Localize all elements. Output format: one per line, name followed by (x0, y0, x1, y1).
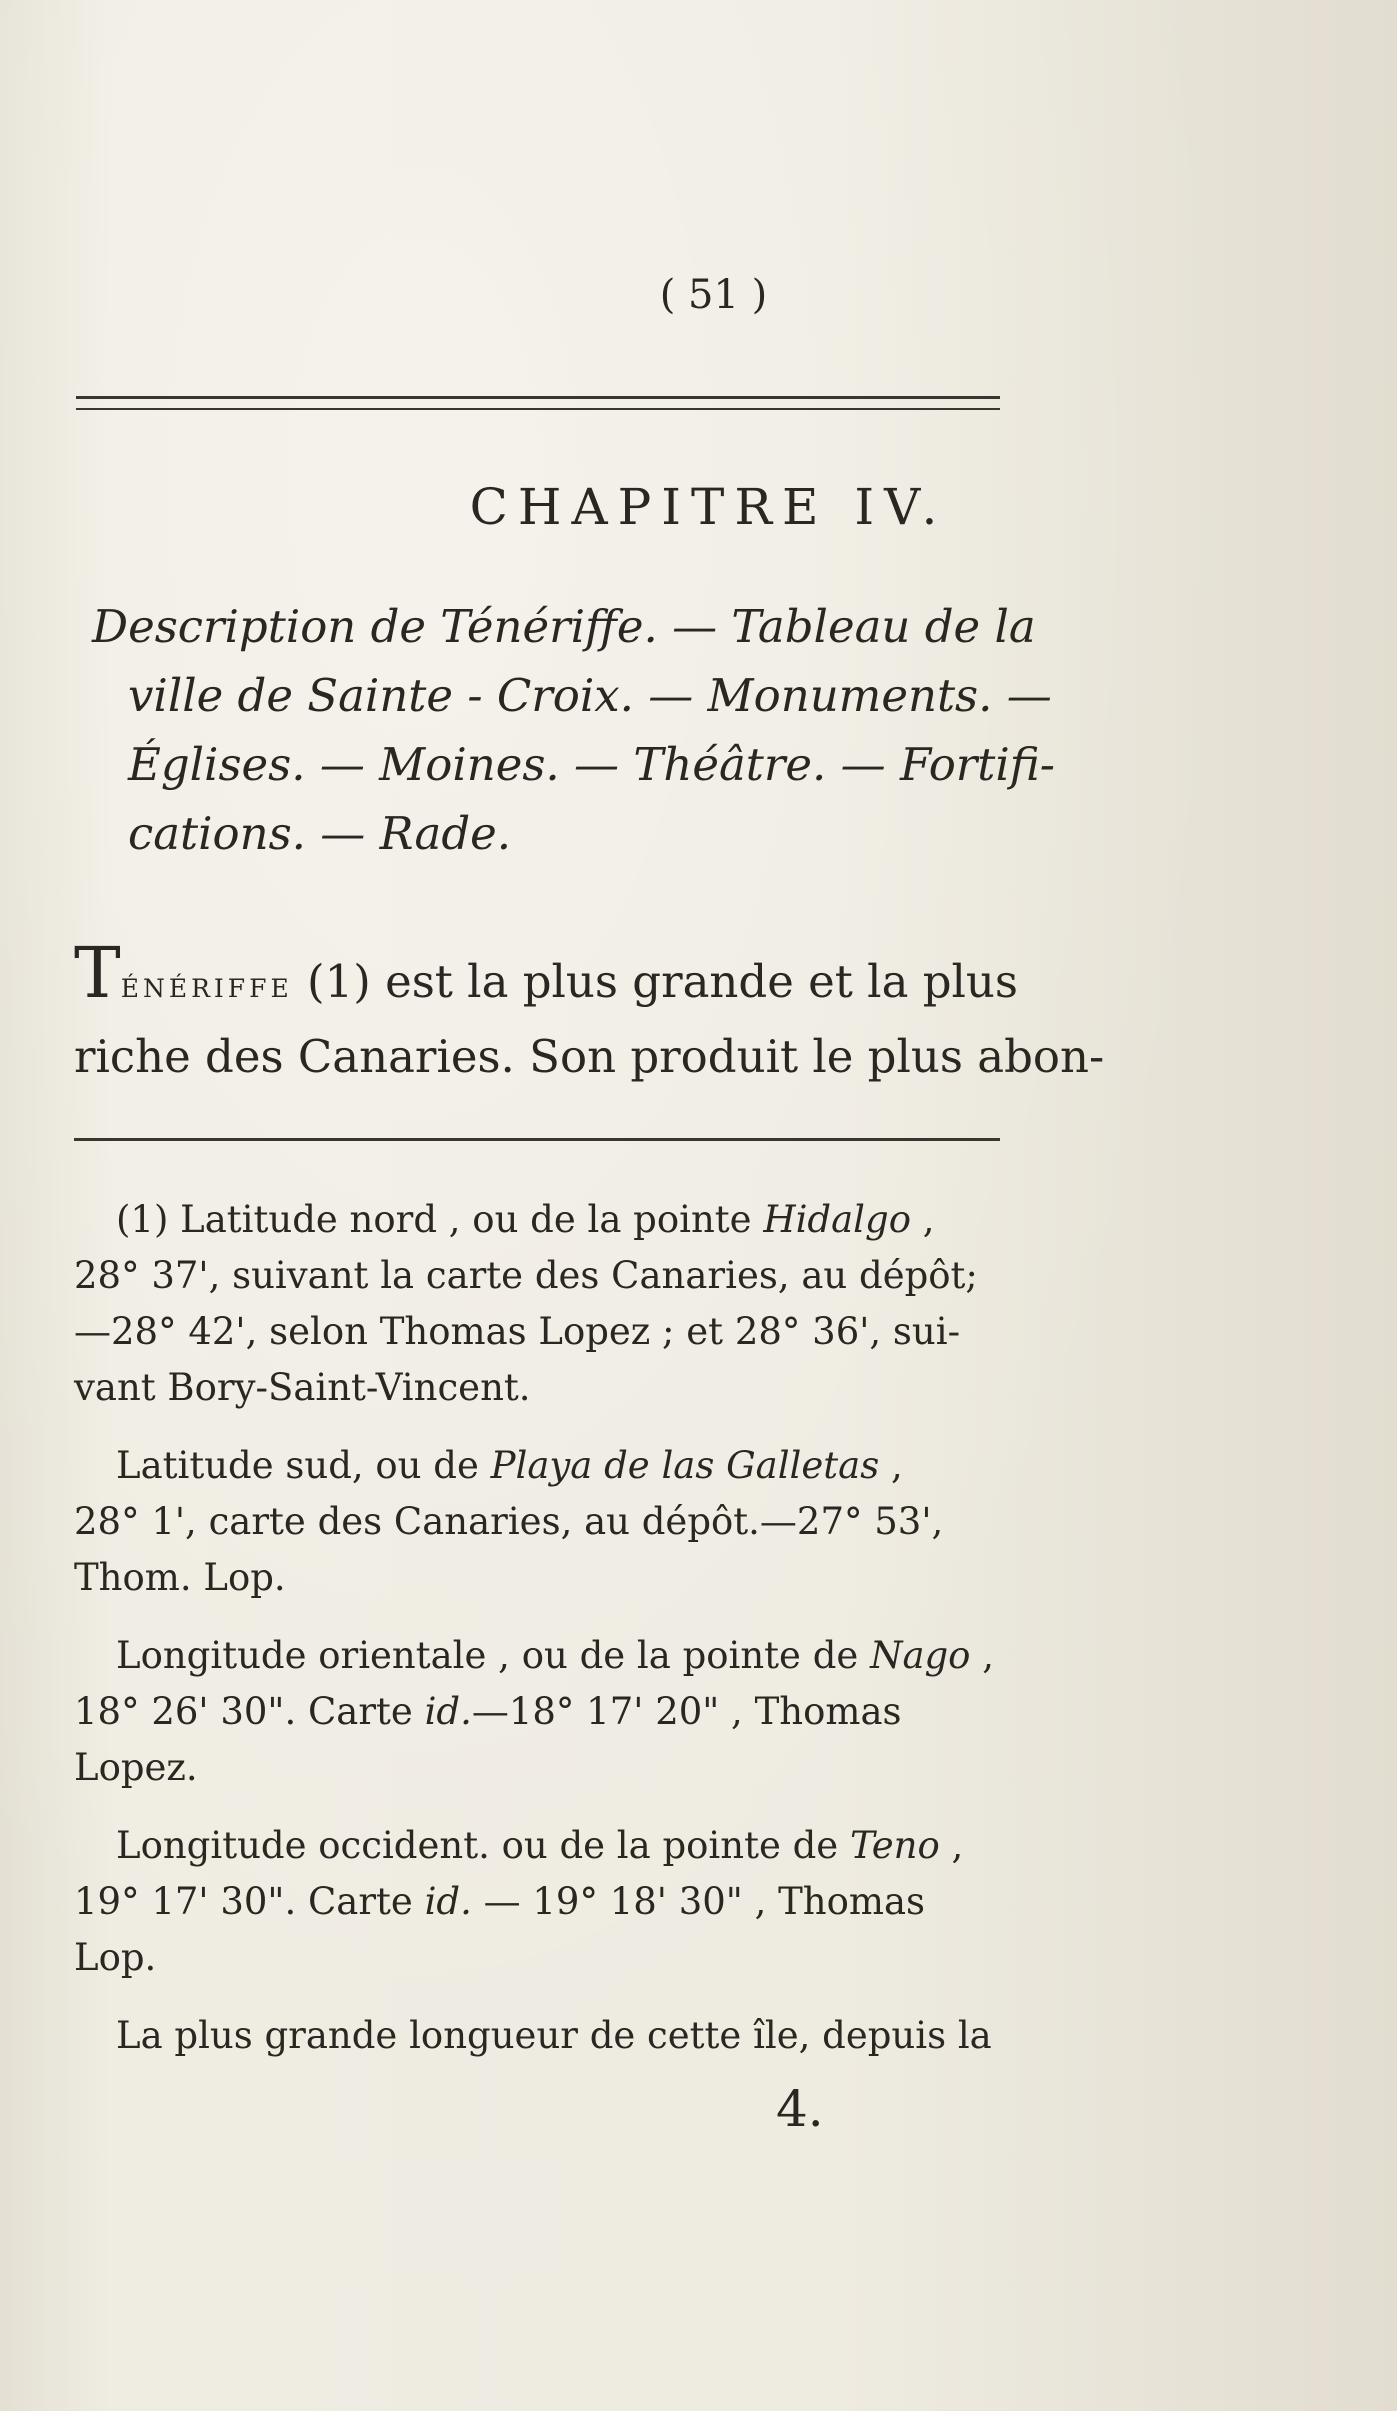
footnote-text: 28° 37', suivant la carte des Canaries, au dépôt; (74, 1254, 978, 1297)
summary-line: cations. — Rade. (128, 807, 512, 860)
footnote-paragraph (74, 1438, 1010, 1606)
summary-line: ville de Sainte - Croix. — Monuments. — (128, 669, 1052, 722)
footnote-paragraph (74, 1192, 1010, 1416)
footnote-text: vant Bory-Saint-Vincent. (74, 1366, 531, 1409)
footnote-text: — 19° 18' 30" , Thomas (471, 1880, 926, 1923)
signature-mark: 4. (776, 2080, 824, 2138)
footnote-text: —28° 42', selon Thomas Lopez ; et 28° 36', sui- (74, 1310, 961, 1353)
body-line (74, 932, 1018, 1023)
footnote-line (74, 1494, 1010, 1550)
italic-term: Nago (870, 1634, 971, 1677)
body-line: riche des Canaries. Son produit le plus abon- (74, 1030, 1105, 1083)
italic-term: Teno (849, 1824, 940, 1867)
footnote-text: La plus grande longueur de cette île, depuis la (116, 2014, 992, 2057)
footnote-text: , (970, 1634, 994, 1677)
body-text: (1) est la plus grande et la plus (292, 955, 1018, 1008)
footnote-line (74, 1684, 1010, 1740)
footnote-text: Lopez. (74, 1746, 198, 1789)
footnote-text: , (879, 1444, 903, 1487)
footnote-paragraph (74, 1818, 1010, 1986)
footnote-text: —18° 17' 20" , Thomas (471, 1690, 902, 1733)
footnote-line (74, 1438, 1010, 1494)
chapter-summary (92, 592, 1056, 868)
footnote-line (74, 1930, 1010, 1986)
footnotes (74, 1192, 1010, 2086)
footnote-line (74, 1740, 1010, 1796)
footnote-paragraph (74, 1628, 1010, 1796)
italic-term: id. (424, 1690, 472, 1733)
body-paragraph (74, 932, 1105, 1091)
footnote-rule (74, 1138, 1000, 1141)
smallcaps-word: ÉNÉRIFFE (120, 974, 293, 1003)
footnote-text: , (910, 1198, 935, 1241)
header-double-rule (76, 396, 1000, 410)
chapter-title: CHAPITRE IV. (469, 478, 948, 536)
footnote-text: Latitude sud, ou de (116, 1444, 491, 1487)
footnote-paragraph (74, 2008, 1010, 2064)
italic-term: Hidalgo (763, 1198, 911, 1241)
footnote-line (74, 1192, 1010, 1248)
footnote-line (74, 1818, 1010, 1874)
footnote-line (74, 1248, 1010, 1304)
footnote-line (74, 1628, 1010, 1684)
footnote-text: , (939, 1824, 964, 1867)
footnote-line (74, 1874, 1010, 1930)
summary-line: Églises. — Moines. — Théâtre. — Fortifi- (128, 738, 1056, 791)
summary-line: Description de Ténériffe. — Tableau de la (92, 600, 1036, 653)
footnote-text: Lop. (74, 1936, 157, 1979)
italic-term: id. (424, 1880, 472, 1923)
footnote-text: Longitude occident. ou de la pointe de (116, 1824, 850, 1867)
footnote-text: (1) Latitude nord , ou de la pointe (116, 1198, 764, 1241)
footnote-line (74, 1360, 1010, 1416)
page-number: ( 51 ) (659, 272, 768, 318)
drop-letter: T (74, 932, 121, 1014)
footnote-line (74, 1304, 1010, 1360)
italic-term: Playa de las Galletas (490, 1444, 880, 1487)
footnote-text: 18° 26' 30". Carte (74, 1690, 425, 1733)
footnote-text: 19° 17' 30". Carte (74, 1880, 425, 1923)
footnote-line (74, 2008, 1010, 2064)
footnote-line (74, 1550, 1010, 1606)
footnote-text: Longitude orientale , ou de la pointe de (116, 1634, 871, 1677)
footnote-text: Thom. Lop. (74, 1556, 286, 1599)
footnote-text: 28° 1', carte des Canaries, au dépôt.—27° 53', (74, 1500, 944, 1543)
